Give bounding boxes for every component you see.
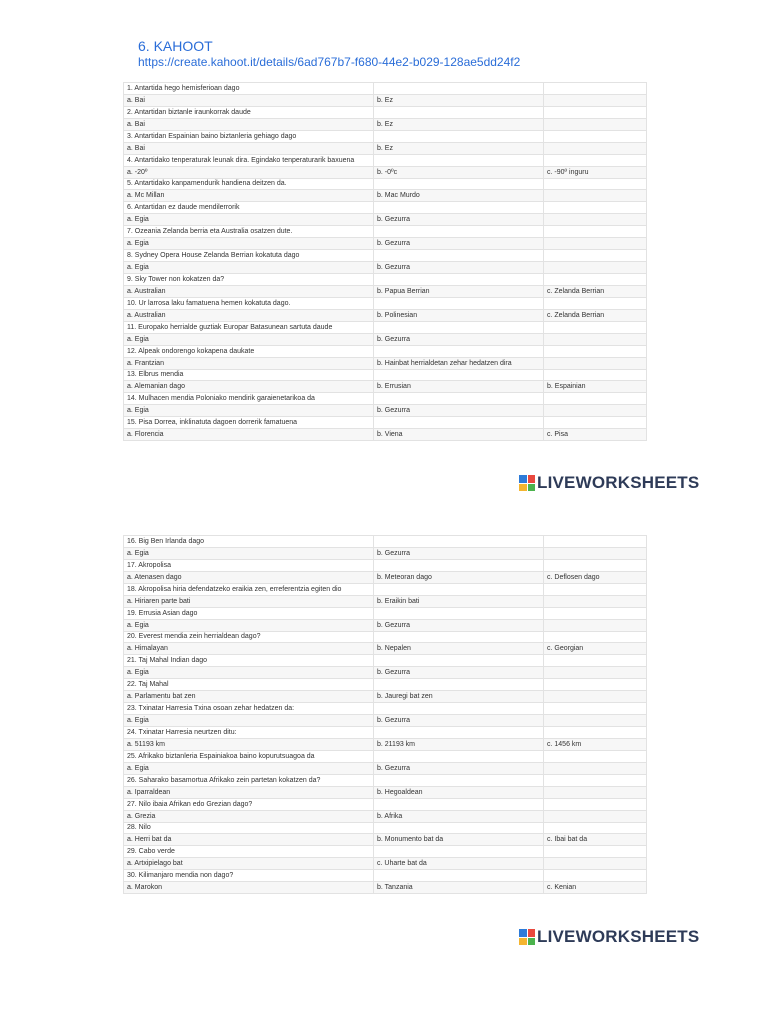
answer-cell: b. Gezurra [374, 333, 544, 345]
answer-cell: b. Gezurra [374, 262, 544, 274]
question-cell: a. Hiriaren parte bati [124, 595, 374, 607]
answer-cell [544, 559, 647, 571]
answer-cell [544, 798, 647, 810]
question-cell: a. Iparraldean [124, 786, 374, 798]
question-cell: a. Egia [124, 547, 374, 559]
question-cell: a. Egia [124, 762, 374, 774]
question-cell: 7. Ozeania Zelanda berria eta Australia osatzen dute. [124, 226, 374, 238]
answer-cell: b. Gezurra [374, 619, 544, 631]
table-row [124, 750, 647, 762]
answer-cell [374, 321, 544, 333]
answer-cell [544, 190, 647, 202]
answer-cell [374, 870, 544, 882]
question-cell: 24. Txinatar Harresia neurtzen ditu: [124, 727, 374, 739]
answer-cell: b. Nepalen [374, 643, 544, 655]
answer-cell: b. Tanzania [374, 882, 544, 894]
answer-cell [374, 822, 544, 834]
answer-cell: c. Pisa [544, 429, 647, 441]
table-row [124, 691, 647, 703]
question-cell: 15. Pisa Dorrea, inklinatuta dagoen dorrerik famatuena [124, 417, 374, 429]
question-cell: 20. Everest mendia zein herrialdean dago? [124, 631, 374, 643]
question-cell: 21. Taj Mahal Indian dago [124, 655, 374, 667]
answer-cell: b. Eraikin bati [374, 595, 544, 607]
question-cell: a. Egia [124, 667, 374, 679]
answer-cell [544, 595, 647, 607]
answer-cell [544, 345, 647, 357]
question-cell: 18. Akropolisa hiria defendatzeko eraikia zen, erreferentzia egiten dio [124, 583, 374, 595]
table-row [124, 178, 647, 190]
answer-cell: c. Deflosen dago [544, 571, 647, 583]
answer-cell: b. Ez [374, 142, 544, 154]
answer-cell [374, 154, 544, 166]
answer-cell [544, 405, 647, 417]
table-row [124, 846, 647, 858]
question-cell: 23. Txinatar Harresia Txina osoan zehar hedatzen da: [124, 703, 374, 715]
table-row [124, 190, 647, 202]
question-cell: 3. Antartidan Espainian baino biztanleria gehiago dago [124, 130, 374, 142]
question-cell: a. Egia [124, 262, 374, 274]
answer-cell [374, 559, 544, 571]
answer-cell [544, 118, 647, 130]
answer-cell: b. Ez [374, 94, 544, 106]
question-cell: 26. Saharako basamortua Afrikako zein partetan kokatzen da? [124, 774, 374, 786]
answer-cell: b. Afrika [374, 810, 544, 822]
answer-cell [544, 655, 647, 667]
answer-cell: b. Monumento bat da [374, 834, 544, 846]
answer-cell: b. Hegoaldean [374, 786, 544, 798]
question-cell: 1. Antartida hego hemisferioan dago [124, 83, 374, 95]
answer-cell [374, 130, 544, 142]
answer-cell [374, 846, 544, 858]
question-cell: a. Artxipielago bat [124, 858, 374, 870]
answer-cell: c. Kenian [544, 882, 647, 894]
question-cell: a. Egia [124, 238, 374, 250]
answer-cell [544, 858, 647, 870]
answer-cell: b. Gezurra [374, 715, 544, 727]
answer-cell [374, 774, 544, 786]
table-row [124, 250, 647, 262]
answer-cell [544, 154, 647, 166]
question-cell: a. Egia [124, 715, 374, 727]
question-cell: a. Florencia [124, 429, 374, 441]
answer-cell [374, 727, 544, 739]
answer-cell [544, 214, 647, 226]
table-row [124, 94, 647, 106]
table-row [124, 381, 647, 393]
table-row [124, 727, 647, 739]
table-row [124, 345, 647, 357]
answer-cell [374, 178, 544, 190]
logo-square [528, 475, 536, 483]
table-row [124, 583, 647, 595]
answer-cell [544, 679, 647, 691]
logo-square [528, 929, 536, 937]
brand-name: LIVEWORKSHEETS [537, 927, 700, 946]
table-row [124, 309, 647, 321]
table-row [124, 106, 647, 118]
question-cell: a. Frantzian [124, 357, 374, 369]
answer-cell [544, 750, 647, 762]
table-row [124, 536, 647, 548]
answer-cell [544, 691, 647, 703]
answer-cell: b. Viena [374, 429, 544, 441]
question-cell: 10. Ur larrosa laku famatuena hemen kokatuta dago. [124, 297, 374, 309]
answer-cell [374, 679, 544, 691]
table-row [124, 202, 647, 214]
table-row [124, 321, 647, 333]
question-cell: 9. Sky Tower non kokatzen da? [124, 274, 374, 286]
answer-cell [544, 333, 647, 345]
question-cell: a. Australian [124, 309, 374, 321]
answer-cell: c. 1456 km [544, 738, 647, 750]
answer-cell: c. -90º inguru [544, 166, 647, 178]
question-cell: 4. Antartidako tenperaturak leunak dira. Egindako tenperaturarik baxuena [124, 154, 374, 166]
answer-cell [544, 727, 647, 739]
answer-cell [374, 798, 544, 810]
table-row [124, 786, 647, 798]
table-row [124, 429, 647, 441]
answer-cell [544, 846, 647, 858]
answer-cell [374, 655, 544, 667]
answer-cell: b. Espainian [544, 381, 647, 393]
answer-cell [374, 631, 544, 643]
answer-cell: b. Jauregi bat zen [374, 691, 544, 703]
answer-cell: b. Polinesian [374, 309, 544, 321]
answer-cell [544, 321, 647, 333]
question-cell: 16. Big Ben Irlanda dago [124, 536, 374, 548]
quiz-table-2-body [124, 536, 647, 894]
answer-cell [544, 619, 647, 631]
table-row [124, 667, 647, 679]
answer-cell [544, 226, 647, 238]
answer-cell: b. Gezurra [374, 405, 544, 417]
table-row [124, 262, 647, 274]
question-cell: 27. Nilo ibaia Afrikan edo Grezian dago? [124, 798, 374, 810]
table-row [124, 703, 647, 715]
answer-cell [544, 417, 647, 429]
quiz-table-1 [123, 82, 647, 441]
answer-cell [544, 762, 647, 774]
table-row [124, 571, 647, 583]
answer-cell [544, 810, 647, 822]
question-cell: a. Atenasen dago [124, 571, 374, 583]
logo-square [519, 484, 527, 492]
table-row [124, 297, 647, 309]
table-row [124, 369, 647, 381]
answer-cell: b. Gezurra [374, 214, 544, 226]
answer-cell [374, 369, 544, 381]
answer-cell [544, 536, 647, 548]
answer-cell [374, 106, 544, 118]
question-cell: a. Bai [124, 142, 374, 154]
answer-cell: c. Zelanda Berrian [544, 285, 647, 297]
question-cell: a. Egia [124, 214, 374, 226]
brand-name: LIVEWORKSHEETS [537, 473, 700, 492]
question-cell: a. Parlamentu bat zen [124, 691, 374, 703]
answer-cell [544, 142, 647, 154]
answer-cell [544, 822, 647, 834]
answer-cell: b. 21193 km [374, 738, 544, 750]
table-row [124, 226, 647, 238]
answer-cell [544, 631, 647, 643]
question-cell: a. Herri bat da [124, 834, 374, 846]
question-cell: 22. Taj Mahal [124, 679, 374, 691]
answer-cell [374, 250, 544, 262]
liveworksheets-grid-icon [519, 475, 535, 491]
table-row [124, 810, 647, 822]
question-cell: 5. Antartidako kanpamendurik handiena deitzen da. [124, 178, 374, 190]
answer-cell [374, 274, 544, 286]
answer-cell [374, 202, 544, 214]
answer-cell: b. Gezurra [374, 762, 544, 774]
logo-square [528, 484, 536, 492]
answer-cell [374, 297, 544, 309]
question-cell: a. Grezia [124, 810, 374, 822]
answer-cell: b. Hainbat herrialdetan zehar hedatzen dira [374, 357, 544, 369]
table-row [124, 619, 647, 631]
answer-cell [374, 345, 544, 357]
question-cell: a. Marokon [124, 882, 374, 894]
table-row [124, 643, 647, 655]
question-cell: 17. Akropolisa [124, 559, 374, 571]
answer-cell [544, 94, 647, 106]
table-row [124, 405, 647, 417]
table-row [124, 774, 647, 786]
answer-cell [544, 297, 647, 309]
logo-square [519, 475, 527, 483]
table-row [124, 715, 647, 727]
answer-cell [544, 715, 647, 727]
answer-cell [374, 417, 544, 429]
answer-cell [374, 536, 544, 548]
table-row [124, 166, 647, 178]
answer-cell: b. Mac Murdo [374, 190, 544, 202]
question-cell: 14. Mulhacen mendia Poloniako mendirik garaienetarikoa da [124, 393, 374, 405]
answer-cell [544, 870, 647, 882]
answer-cell: b. Errusian [374, 381, 544, 393]
table-row [124, 559, 647, 571]
answer-cell: b. -0ºc [374, 166, 544, 178]
table-row [124, 822, 647, 834]
answer-cell [544, 786, 647, 798]
answer-cell [544, 178, 647, 190]
answer-cell [374, 750, 544, 762]
answer-cell [374, 703, 544, 715]
question-cell: a. Egia [124, 405, 374, 417]
question-cell: a. Alemanian dago [124, 381, 374, 393]
answer-cell [544, 250, 647, 262]
table-row [124, 655, 647, 667]
table-row [124, 142, 647, 154]
question-cell: a. Bai [124, 94, 374, 106]
table-row [124, 595, 647, 607]
quiz-table-1-body [124, 83, 647, 441]
question-cell: a. Mc Millan [124, 190, 374, 202]
table-row [124, 417, 647, 429]
question-cell: a. Australian [124, 285, 374, 297]
table-row [124, 738, 647, 750]
answer-cell: c. Georgian [544, 643, 647, 655]
liveworksheets-grid-icon [519, 929, 535, 945]
table-row [124, 357, 647, 369]
answer-cell [544, 274, 647, 286]
question-cell: a. Bai [124, 118, 374, 130]
answer-cell [544, 667, 647, 679]
question-cell: 30. Kilimanjaro mendia non dago? [124, 870, 374, 882]
table-row [124, 607, 647, 619]
table-row [124, 870, 647, 882]
table-row [124, 333, 647, 345]
table-row [124, 547, 647, 559]
kahoot-link[interactable]: https://create.kahoot.it/details/6ad767b7-f680-44e2-b029-128ae5dd24f2 [138, 55, 521, 69]
answer-cell [544, 106, 647, 118]
table-row [124, 83, 647, 95]
liveworksheets-logo [519, 927, 699, 947]
answer-cell [544, 547, 647, 559]
question-cell: 28. Nilo [124, 822, 374, 834]
answer-cell [544, 262, 647, 274]
table-row [124, 882, 647, 894]
answer-cell: b. Papua Berrian [374, 285, 544, 297]
table-row [124, 858, 647, 870]
answer-cell [374, 607, 544, 619]
answer-cell [544, 238, 647, 250]
table-row [124, 798, 647, 810]
question-cell: 12. Alpeak ondorengo kokapena daukate [124, 345, 374, 357]
table-row [124, 130, 647, 142]
answer-cell [374, 583, 544, 595]
answer-cell: c. Zelanda Berrian [544, 309, 647, 321]
question-cell: a. 51193 km [124, 738, 374, 750]
answer-cell: b. Meteoran dago [374, 571, 544, 583]
logo-square [519, 938, 527, 946]
document-header [138, 38, 520, 70]
question-cell: 19. Errusia Asian dago [124, 607, 374, 619]
question-cell: 6. Antartidan ez daude mendilerrorik [124, 202, 374, 214]
question-cell: 13. Elbrus mendia [124, 369, 374, 381]
answer-cell: c. Uharte bat da [374, 858, 544, 870]
question-cell: 29. Cabo verde [124, 846, 374, 858]
question-cell: a. Egia [124, 619, 374, 631]
liveworksheets-logo [519, 473, 699, 493]
table-row [124, 679, 647, 691]
answer-cell: b. Gezurra [374, 667, 544, 679]
logo-square [528, 938, 536, 946]
answer-cell [544, 369, 647, 381]
answer-cell: b. Gezurra [374, 547, 544, 559]
answer-cell [374, 226, 544, 238]
question-cell: 25. Afrikako biztanleria Espainiakoa baino kopurutsuagoa da [124, 750, 374, 762]
answer-cell [374, 393, 544, 405]
section-title: 6. KAHOOT [138, 38, 213, 54]
logo-square [519, 929, 527, 937]
answer-cell: b. Gezurra [374, 238, 544, 250]
question-cell: a. Himalayan [124, 643, 374, 655]
answer-cell: b. Ez [374, 118, 544, 130]
table-row [124, 214, 647, 226]
table-row [124, 285, 647, 297]
answer-cell [544, 393, 647, 405]
answer-cell [544, 83, 647, 95]
question-cell: 11. Europako herrialde guztiak Europar Batasunean sartuta daude [124, 321, 374, 333]
answer-cell [544, 703, 647, 715]
answer-cell [544, 130, 647, 142]
question-cell: a. Egia [124, 333, 374, 345]
answer-cell [544, 583, 647, 595]
question-cell: 8. Sydney Opera House Zelanda Berrian kokatuta dago [124, 250, 374, 262]
answer-cell [544, 774, 647, 786]
question-cell: 2. Antartidan biztanle iraunkorrak daude [124, 106, 374, 118]
quiz-table-2 [123, 535, 647, 894]
answer-cell [544, 607, 647, 619]
answer-cell [544, 202, 647, 214]
table-row [124, 118, 647, 130]
answer-cell [374, 83, 544, 95]
answer-cell: c. Ibai bat da [544, 834, 647, 846]
table-row [124, 154, 647, 166]
table-row [124, 834, 647, 846]
table-row [124, 238, 647, 250]
question-cell: a. -20º [124, 166, 374, 178]
table-row [124, 274, 647, 286]
table-row [124, 631, 647, 643]
table-row [124, 762, 647, 774]
table-row [124, 393, 647, 405]
answer-cell [544, 357, 647, 369]
